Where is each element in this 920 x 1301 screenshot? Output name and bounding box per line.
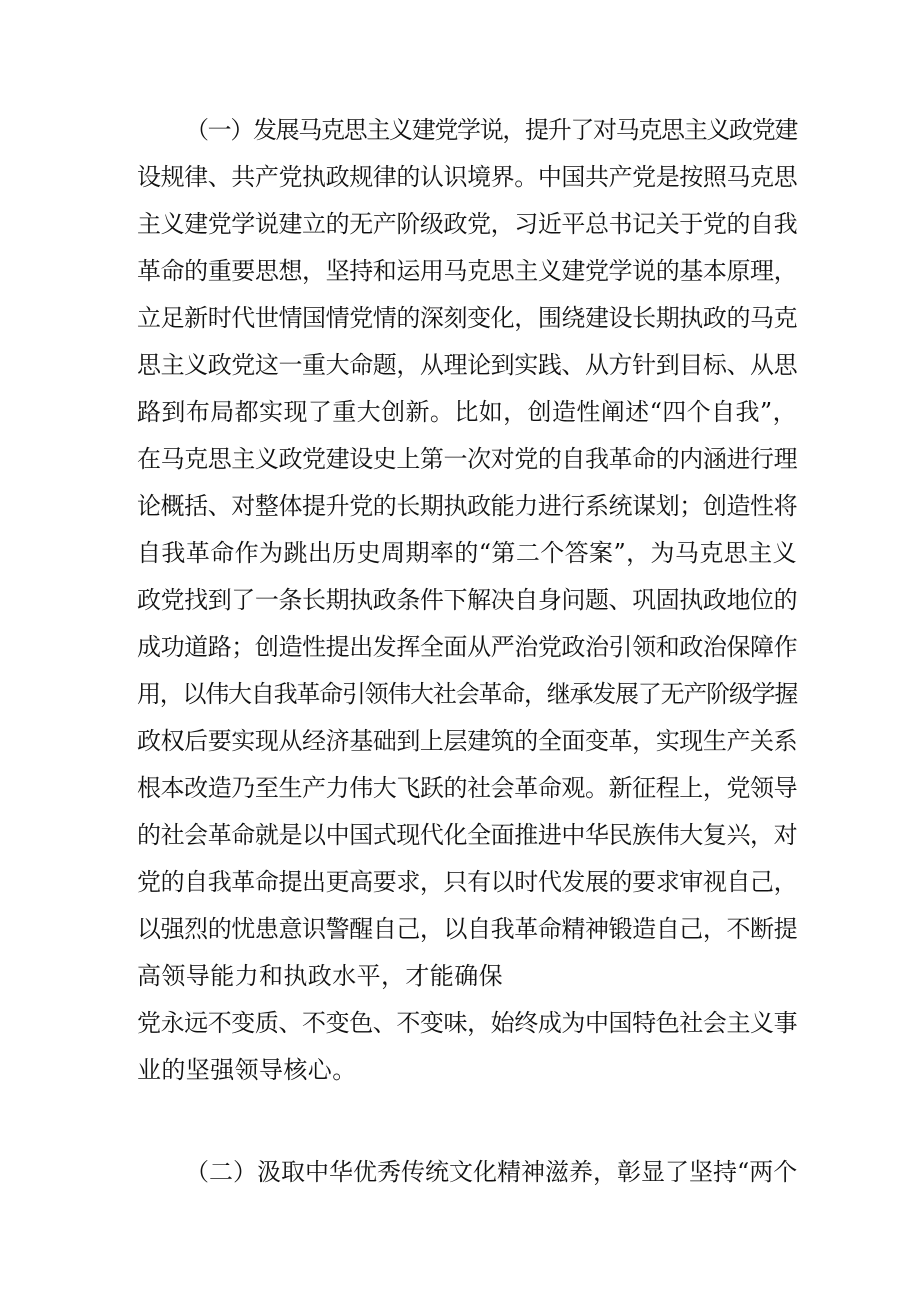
paragraph-2-line-1: （二）汲取中华优秀传统文化精神滋养，彰显了坚持“两个	[185, 1158, 798, 1186]
paragraph-1-line-2: 设规律、共产党执政规律的认识境界。中国共产党是按照马克思	[137, 163, 797, 191]
paragraph-1-line-9: 论概括、对整体提升党的长期执政能力进行系统谋划；创造性将	[137, 492, 797, 520]
paragraph-1-line-20: 党永远不变质、不变色、不变味，始终成为中国特色社会主义事	[137, 1009, 797, 1037]
paragraph-1-line-10: 自我革命作为跳出历史周期率的“第二个答案”，为马克思主义	[137, 539, 797, 567]
paragraph-1-line-11: 政党找到了一条长期执政条件下解决自身问题、巩固执政地位的	[137, 586, 797, 614]
paragraph-1-line-21: 业的坚强领导核心。	[137, 1056, 357, 1084]
paragraph-1-line-14: 政权后要实现从经济基础到上层建筑的全面变革，实现生产关系	[137, 727, 797, 755]
paragraph-1-line-15: 根本改造乃至生产力伟大飞跃的社会革命观。新征程上，党领导	[137, 774, 797, 802]
paragraph-1-line-7: 路到布局都实现了重大创新。比如，创造性阐述“四个自我”，	[137, 398, 797, 426]
paragraph-1-line-4: 革命的重要思想，坚持和运用马克思主义建党学说的基本原理，	[137, 257, 797, 285]
paragraph-1-line-18: 以强烈的忧患意识警醒自己，以自我革命精神锻造自己，不断提	[137, 915, 797, 943]
paragraph-1-line-17: 党的自我革命提出更高要求，只有以时代发展的要求审视自己，	[137, 868, 797, 896]
paragraph-1-line-19: 高领导能力和执政水平，才能确保	[137, 962, 503, 990]
paragraph-1-line-3: 主义建党学说建立的无产阶级政党，习近平总书记关于党的自我	[137, 210, 797, 238]
paragraph-1-line-6: 思主义政党这一重大命题，从理论到实践、从方针到目标、从思	[137, 351, 797, 379]
paragraph-1-line-16: 的社会革命就是以中国式现代化全面推进中华民族伟大复兴，对	[137, 821, 797, 849]
paragraph-1-line-12: 成功道路；创造性提出发挥全面从严治党政治引领和政治保障作	[137, 633, 797, 661]
paragraph-1-line-1: （一）发展马克思主义建党学说，提升了对马克思主义政党建	[185, 116, 797, 144]
paragraph-1-line-13: 用，以伟大自我革命引领伟大社会革命，继承发展了无产阶级学握	[137, 680, 797, 708]
paragraph-1-line-8: 在马克思主义政党建设史上第一次对党的自我革命的内涵进行理	[137, 445, 797, 473]
paragraph-1-line-5: 立足新时代世情国情党情的深刻变化，围绕建设长期执政的马克	[137, 304, 797, 332]
